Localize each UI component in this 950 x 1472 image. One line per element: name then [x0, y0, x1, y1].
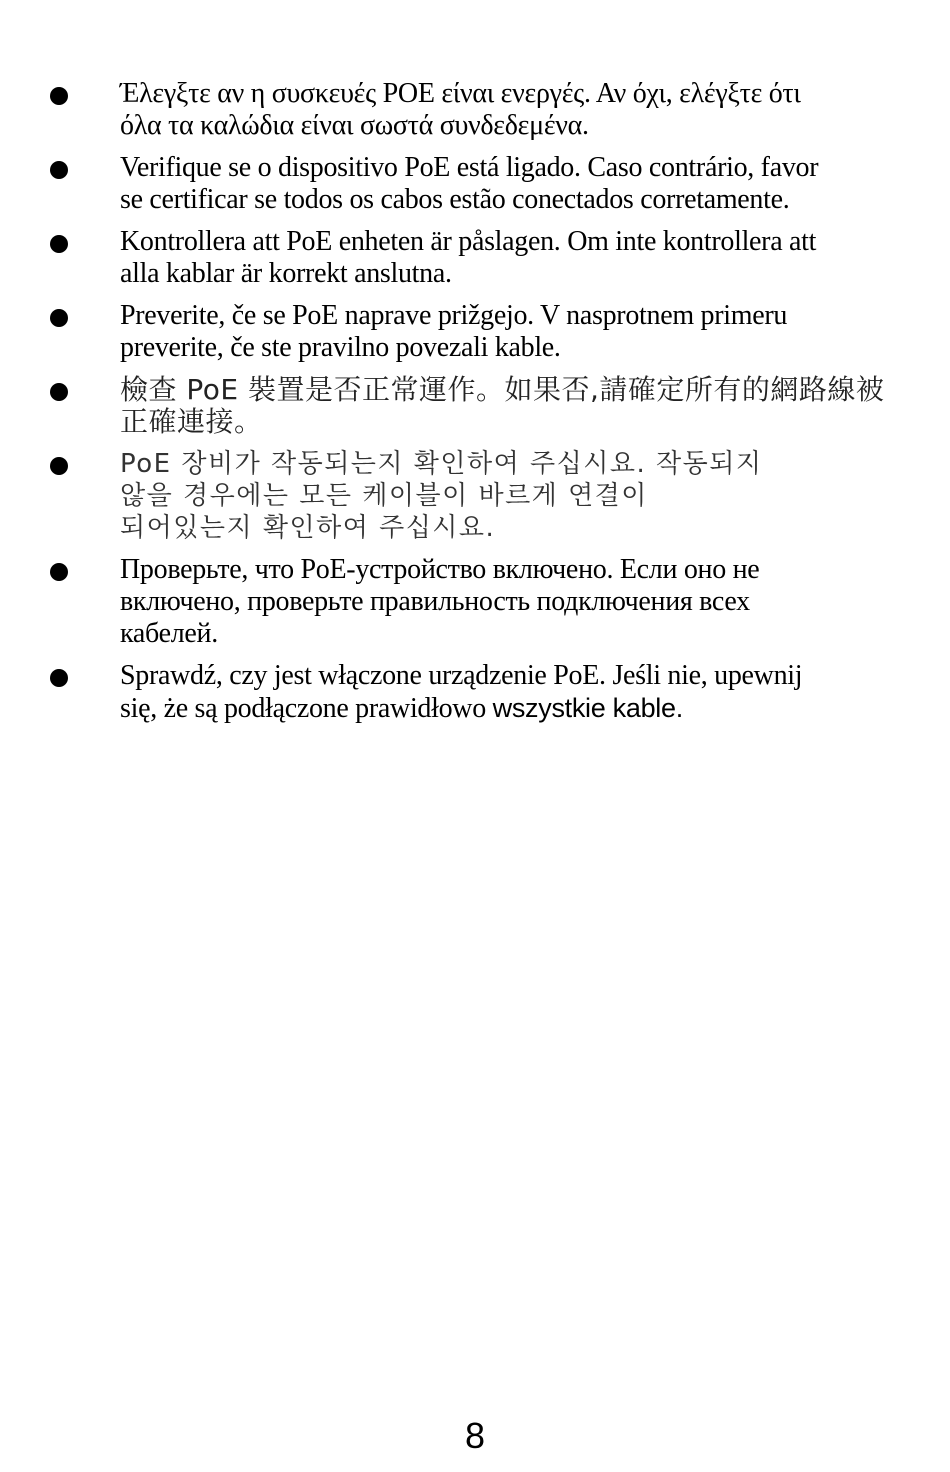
bullet-icon: [50, 669, 68, 687]
list-item-swedish: [0, 226, 950, 290]
list-item-text: Preverite, če se PoE naprave prižgejo. V nasprotnem primeru preverite, če ste pravilno povezali kable.: [120, 300, 788, 363]
list-item-text: Проверьте, что PoE-устройство включено. Если оно не включено, проверьте правильность подключения всех кабелей.: [120, 554, 760, 649]
list-item-greek: [0, 78, 950, 142]
bullet-icon: [50, 161, 68, 179]
page-number: 8: [464, 1415, 486, 1456]
list-item-text: Sprawdź, czy jest włączone urządzenie PoE. Jeśli nie, upewnij się, że są podłączone prawidłowo: [120, 660, 803, 724]
bullet-icon: [50, 383, 68, 401]
list-item-polish: [0, 660, 950, 725]
list-item-korean: [0, 448, 950, 544]
bullet-icon: [50, 235, 68, 253]
troubleshooting-bullet-list: [0, 78, 950, 735]
list-item-text-tail: wszystkie kable.: [492, 693, 683, 723]
bullet-icon: [50, 457, 68, 475]
list-item-text-with-tail: [120, 660, 944, 725]
bullet-icon: [50, 87, 68, 105]
list-item-text: 檢查 PoE 裝置是否正常運作。如果否,請確定所有的網路線被 正確連接。: [120, 373, 885, 438]
bullet-icon: [50, 563, 68, 581]
list-item-text: PoE 장비가 작동되는지 확인하여 주십시요. 작동되지 않을 경우에는 모든 케이블이 바르게 연결이 되어있는지 확인하여 주십시요.: [120, 449, 763, 543]
list-item-text: Έλεγξτε αν η συσκευές POE είναι ενεργές. Αν όχι, ελέγξτε ότι όλα τα καλώδια είναι σωστά συνδεδεμένα.: [120, 78, 801, 141]
list-item-text: Verifique se o dispositivo PoE está ligado. Caso contrário, favor se certificar se todos os cabos estão conectados corretamente.: [120, 152, 819, 215]
list-item-slovenian: [0, 300, 950, 364]
list-item-russian: [0, 554, 950, 650]
list-item-portuguese: [0, 152, 950, 216]
bullet-icon: [50, 309, 68, 327]
list-item-chinese: [0, 374, 950, 438]
list-item-text: Kontrollera att PoE enheten är påslagen. Om inte kontrollera att alla kablar är korrekt anslutna.: [120, 226, 817, 289]
